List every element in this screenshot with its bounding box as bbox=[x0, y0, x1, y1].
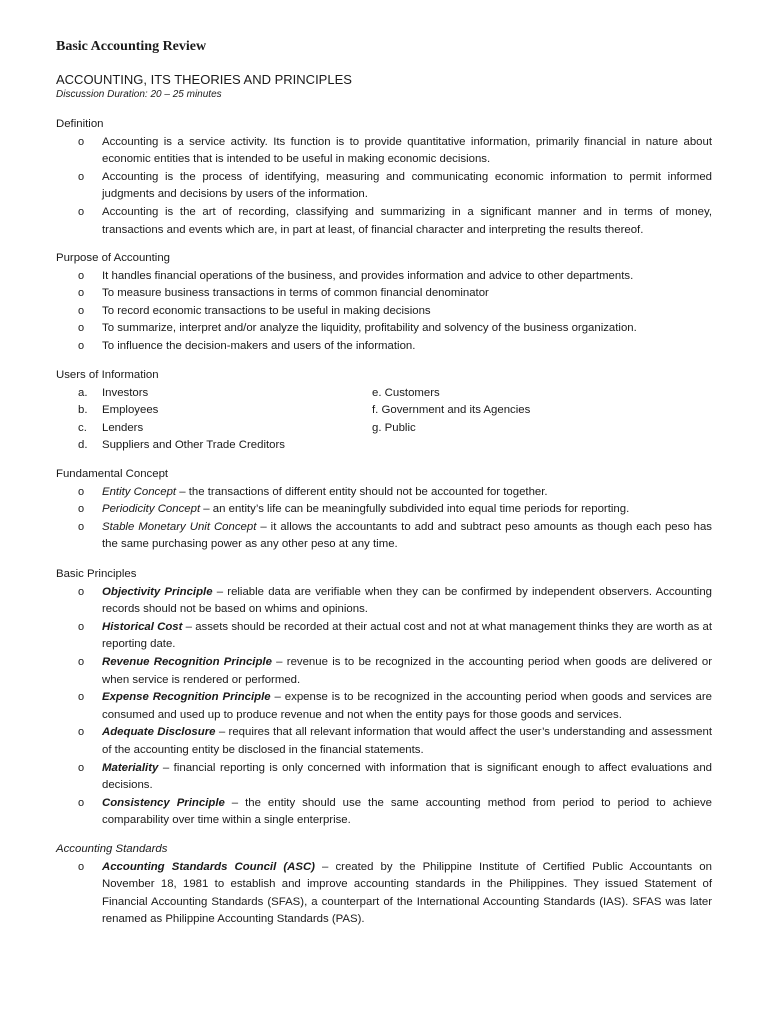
bullet-icon: o bbox=[78, 485, 85, 498]
list-item bbox=[56, 519, 712, 554]
principle-text: – financial reporting is only concerned with information that is significant enough to affect evaluations and decisions. bbox=[102, 761, 712, 792]
principle-term: Materiality bbox=[102, 761, 159, 774]
list-item bbox=[56, 385, 372, 403]
item-text: It handles financial operations of the business, and provides information and advice to other departments. bbox=[102, 269, 634, 282]
bullet-icon: o bbox=[78, 860, 85, 873]
section-heading-fundamental: Fundamental Concept bbox=[56, 468, 169, 480]
list-item bbox=[56, 760, 712, 795]
bullet-icon: o bbox=[78, 691, 85, 704]
list-item bbox=[56, 484, 712, 502]
document-title: Basic Accounting Review bbox=[56, 39, 207, 54]
bullet-icon: o bbox=[78, 520, 85, 533]
main-heading: ACCOUNTING, ITS THEORIES AND PRINCIPLES bbox=[56, 72, 352, 87]
item-text: Lenders bbox=[102, 421, 144, 434]
standard-term: Accounting Standards Council (ASC) bbox=[102, 860, 315, 873]
bullet-icon: o bbox=[78, 726, 85, 739]
bullet-icon: o bbox=[78, 205, 85, 218]
list-item bbox=[56, 338, 712, 356]
principles-section bbox=[56, 566, 712, 830]
principle-term: Historical Cost bbox=[102, 620, 183, 633]
list-item bbox=[56, 859, 712, 929]
list-item: e. Customers bbox=[372, 386, 440, 399]
list-item bbox=[56, 268, 712, 286]
standards-section bbox=[56, 841, 712, 929]
principle-term: Consistency Principle bbox=[102, 796, 225, 809]
section-heading-users: Users of Information bbox=[56, 369, 159, 381]
bullet-icon: o bbox=[78, 655, 85, 668]
principle-text: – expense is to be recognized in the accounting period when goods and services are consumed and used up to produce revenue and not when the entity pays for those goods and services. bbox=[102, 691, 712, 721]
item-letter: a. bbox=[78, 386, 88, 399]
list-item bbox=[56, 654, 712, 689]
principle-term: Expense Recognition Principle bbox=[102, 691, 271, 704]
list-item bbox=[56, 134, 712, 169]
list-item bbox=[56, 169, 712, 204]
list-item: g. Public bbox=[372, 421, 416, 434]
list-item: f. Government and its Agencies bbox=[372, 404, 531, 417]
item-text: To influence the decision-makers and users of the information. bbox=[102, 339, 416, 352]
item-text: Accounting is the process of identifying, measuring and communicating economic information to permit informed judgments and decisions by users of the information. bbox=[102, 170, 712, 201]
fundamental-list bbox=[56, 484, 712, 554]
item-text: Investors bbox=[102, 386, 149, 399]
list-item bbox=[56, 402, 372, 420]
bullet-icon: o bbox=[78, 796, 85, 809]
concept-term: Periodicity Concept bbox=[102, 503, 201, 516]
bullet-icon: o bbox=[78, 503, 85, 516]
item-text: Employees bbox=[102, 404, 159, 417]
principle-text: – the entity should use the same accounting method from period to period to achieve comparability over time within a single enterprise. bbox=[102, 796, 712, 827]
list-item bbox=[56, 285, 712, 303]
section-heading-standards: Accounting Standards bbox=[56, 843, 168, 855]
item-text: Suppliers and Other Trade Creditors bbox=[102, 439, 285, 452]
fundamental-section bbox=[56, 466, 712, 554]
bullet-icon: o bbox=[78, 269, 85, 282]
list-item bbox=[56, 320, 712, 338]
principle-text: – requires that all relevant information that would affect the user’s understanding and assessment of the accounting entity be disclosed in the financial statements. bbox=[102, 726, 712, 756]
list-item bbox=[56, 501, 712, 519]
list-item bbox=[56, 724, 712, 759]
section-heading-purpose: Purpose of Accounting bbox=[56, 252, 170, 264]
purpose-list bbox=[56, 268, 712, 356]
standards-list bbox=[56, 859, 712, 929]
discussion-duration: Discussion Duration: 20 – 25 minutes bbox=[56, 89, 222, 100]
concept-term: Stable Monetary Unit Concept bbox=[102, 520, 257, 533]
list-item bbox=[56, 437, 372, 455]
item-letter: b. bbox=[78, 404, 88, 417]
bullet-icon: o bbox=[78, 585, 85, 598]
bullet-icon: o bbox=[78, 170, 85, 183]
bullet-icon: o bbox=[78, 620, 85, 633]
section-heading-principles: Basic Principles bbox=[56, 568, 137, 580]
item-letter: d. bbox=[78, 439, 88, 452]
principle-text: – revenue is to be recognized in the accounting period when goods are delivered or when service is rendered or performed. bbox=[102, 655, 712, 686]
list-item bbox=[56, 584, 712, 619]
bullet-icon: o bbox=[78, 287, 85, 300]
bullet-icon: o bbox=[78, 761, 85, 774]
principle-text: – assets should be recorded at their actual cost and not at what management thinks they are worth as at reporting date. bbox=[102, 620, 713, 651]
item-letter: c. bbox=[78, 421, 87, 434]
bullet-icon: o bbox=[78, 322, 85, 335]
definition-list bbox=[56, 134, 712, 240]
purpose-section bbox=[56, 250, 712, 356]
concept-text: – an entity’s life can be meaningfully subdivided into equal time periods for reporting. bbox=[200, 503, 630, 516]
definition-section bbox=[56, 116, 712, 239]
standard-text: – created by the Philippine Institute of Certified Public Accountants on November 18, 1981 to establish and improve accounting standards in the Philippines. They issued Statement of Financial Accounting Standards (SFAS), a counterpart of the International Accounting Standards (IAS). SFAS was later renamed as Philippine Accounting Standards (PAS). bbox=[102, 860, 712, 926]
item-text: To record economic transactions to be useful in making decisions bbox=[102, 304, 431, 317]
users-section bbox=[56, 367, 712, 455]
section-heading-definition: Definition bbox=[56, 118, 104, 130]
list-item bbox=[56, 689, 712, 724]
principle-text: – reliable data are verifiable when they can be confirmed by independent observers. Accounting records should not be based on whims and opinions. bbox=[102, 585, 712, 616]
bullet-icon: o bbox=[78, 339, 85, 352]
item-text: To measure business transactions in terms of common financial denominator bbox=[102, 287, 489, 300]
principles-list bbox=[56, 584, 712, 830]
item-text: Accounting is the art of recording, classifying and summarizing in a significant manner and in terms of money, transactions and events which are, in part at least, of financial character and interpreting the results thereof. bbox=[102, 205, 712, 236]
item-text: Accounting is a service activity. Its function is to provide quantitative information, primarily financial in nature about economic entities that is intended to be useful in making economic decisions. bbox=[102, 135, 712, 166]
users-list bbox=[56, 385, 712, 455]
users-right-column bbox=[372, 385, 712, 455]
item-text: To summarize, interpret and/or analyze the liquidity, profitability and solvency of the business organization. bbox=[102, 322, 637, 335]
list-item bbox=[56, 795, 712, 830]
list-item bbox=[56, 619, 712, 654]
bullet-icon: o bbox=[78, 135, 85, 148]
principle-term: Objectivity Principle bbox=[102, 585, 213, 598]
list-item bbox=[56, 204, 712, 239]
principle-term: Revenue Recognition Principle bbox=[102, 655, 272, 668]
list-item bbox=[56, 303, 712, 321]
list-item bbox=[56, 420, 372, 438]
bullet-icon: o bbox=[78, 304, 85, 317]
principle-term: Adequate Disclosure bbox=[102, 726, 216, 739]
concept-text: – it allows the accountants to add and subtract peso amounts as though each peso has the same purchasing power as any other peso at any time. bbox=[102, 520, 712, 551]
concept-text: – the transactions of different entity should not be accounted for together. bbox=[176, 485, 548, 498]
concept-term: Entity Concept bbox=[102, 485, 177, 498]
users-left-column bbox=[56, 385, 372, 455]
